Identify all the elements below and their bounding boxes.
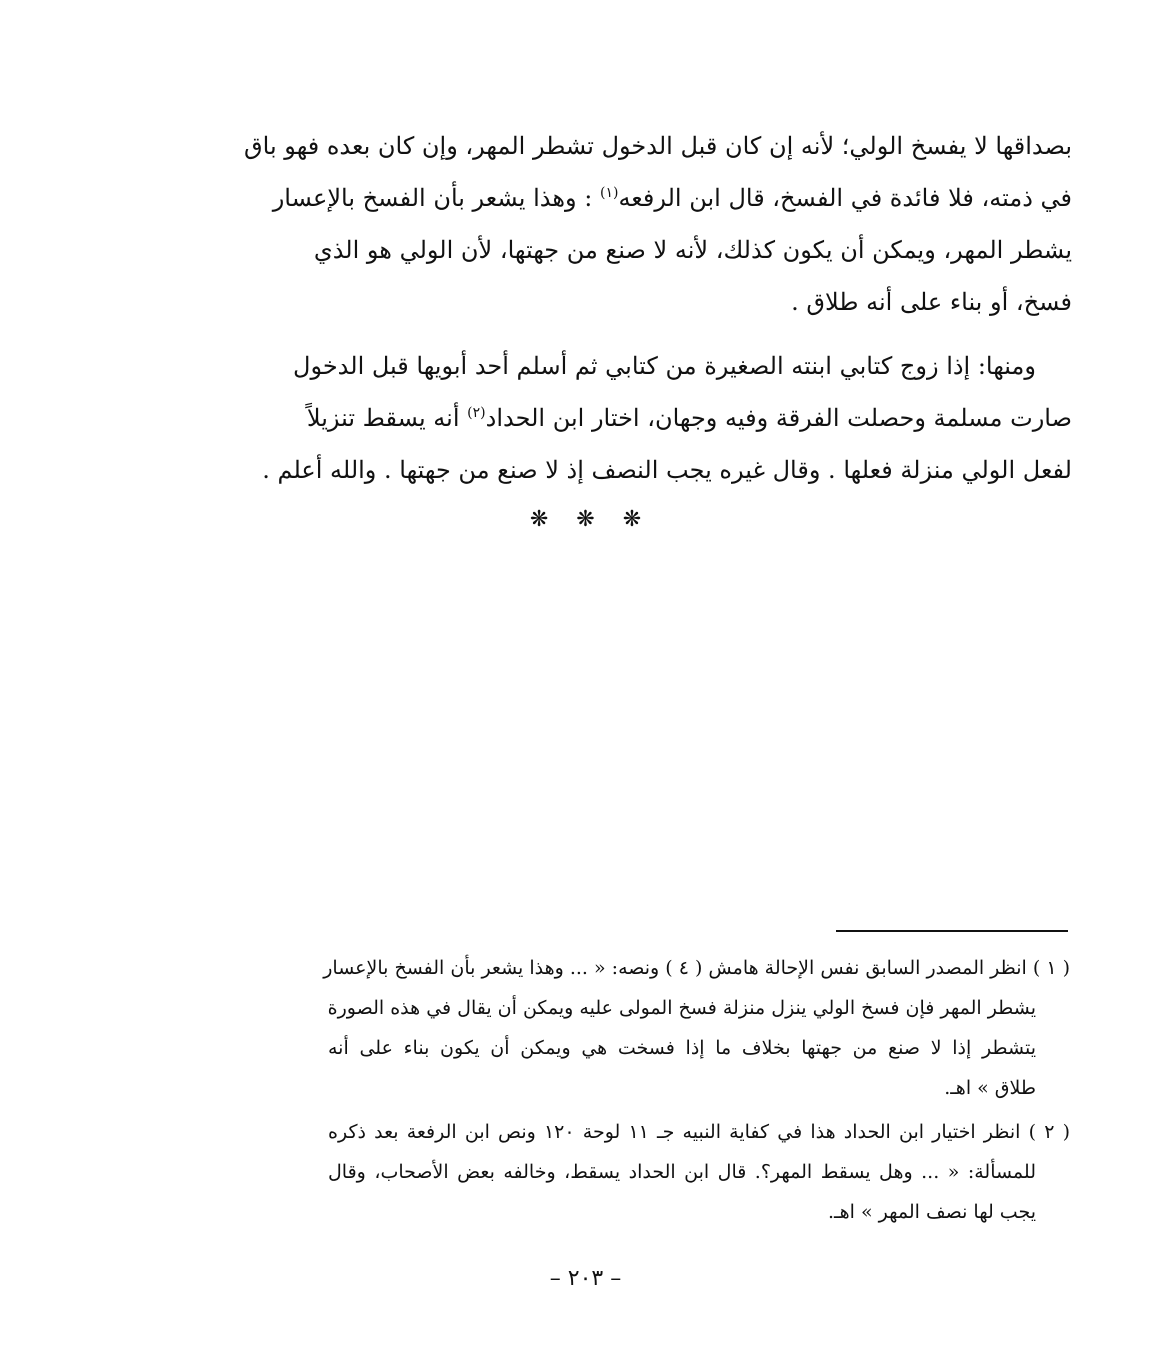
page-number: – ٢٠٣ – bbox=[549, 1266, 622, 1291]
footnote-line: يشطر المهر فإن فسخ الولي ينزل منزلة فسخ المولى عليه ويمكن أن يقال في هذه الصورة bbox=[327, 997, 1036, 1019]
footnote-ref-2: (٢) bbox=[467, 405, 486, 421]
paragraph-1 bbox=[244, 120, 1072, 328]
footnote-divider bbox=[836, 930, 1068, 932]
text-line: ومنها: إذا زوج كتابي ابنته الصغيرة من كتابي ثم أسلم أحد أبويها قبل الدخول bbox=[293, 352, 1036, 380]
footnote-line: ( ٢ ) انظر اختيار ابن الحداد هذا في كفاية النبيه جـ ١١ لوحة ١٢٠ ونص ابن الرفعة بعد ذكره bbox=[328, 1121, 1070, 1143]
footnote-line: للمسألة: « ... وهل يسقط المهر؟. قال ابن الحداد يسقط، وخالفه بعض الأصحاب، وقال bbox=[328, 1161, 1036, 1183]
asterism-mark: ❋ bbox=[529, 507, 549, 532]
section-separator bbox=[0, 507, 1171, 532]
footnote-line: ( ١ ) انظر المصدر السابق نفس الإحالة هامش ( ٤ ) ونصه: « ... وهذا يشعر بأن الفسخ بالإعسار bbox=[323, 957, 1070, 979]
text-segment: صارت مسلمة وحصلت الفرقة وفيه وجهان، اختار ابن الحداد bbox=[485, 404, 1072, 432]
footnote-ref-1: (١) bbox=[599, 185, 619, 201]
text-line: فسخ، أو بناء على أنه طلاق . bbox=[791, 288, 1072, 316]
footnote-line: يجب لها نصف المهر » اهـ. bbox=[828, 1201, 1036, 1223]
asterism-mark: ❋ bbox=[576, 507, 595, 532]
paragraph-2 bbox=[262, 340, 1072, 496]
text-segment: : وهذا يشعر بأن الفسخ بالإعسار bbox=[272, 184, 593, 212]
main-text bbox=[244, 120, 1072, 508]
footnote-line: طلاق » اهـ. bbox=[944, 1077, 1036, 1099]
text-segment: في ذمته، فلا فائدة في الفسخ، قال ابن الرفعه bbox=[618, 184, 1072, 212]
text-line: بصداقها لا يفسخ الولي؛ لأنه إن كان قبل الدخول تشطر المهر، وإن كان بعده فهو باق bbox=[244, 132, 1072, 160]
text-line: يشطر المهر، ويمكن أن يكون كذلك، لأنه لا صنع من جهتها، لأن الولي هو الذي bbox=[313, 236, 1072, 264]
footnotes bbox=[323, 948, 1070, 1236]
footnote-1 bbox=[323, 948, 1070, 1108]
footnote-2 bbox=[328, 1112, 1070, 1232]
asterism-mark: ❋ bbox=[622, 507, 642, 532]
text-line bbox=[272, 172, 1072, 224]
footnote-line: يتشطر إذا لا صنع من جهتها بخلاف ما إذا فسخت هي ويمكن أن يكون بناء على أنه bbox=[328, 1037, 1036, 1059]
text-line: لفعل الولي منزلة فعلها . وقال غيره يجب النصف إذ لا صنع من جهتها . والله أعلم . bbox=[262, 456, 1072, 484]
text-segment: أنه يسقط تنزيلاً bbox=[306, 404, 460, 432]
text-line bbox=[306, 392, 1072, 444]
